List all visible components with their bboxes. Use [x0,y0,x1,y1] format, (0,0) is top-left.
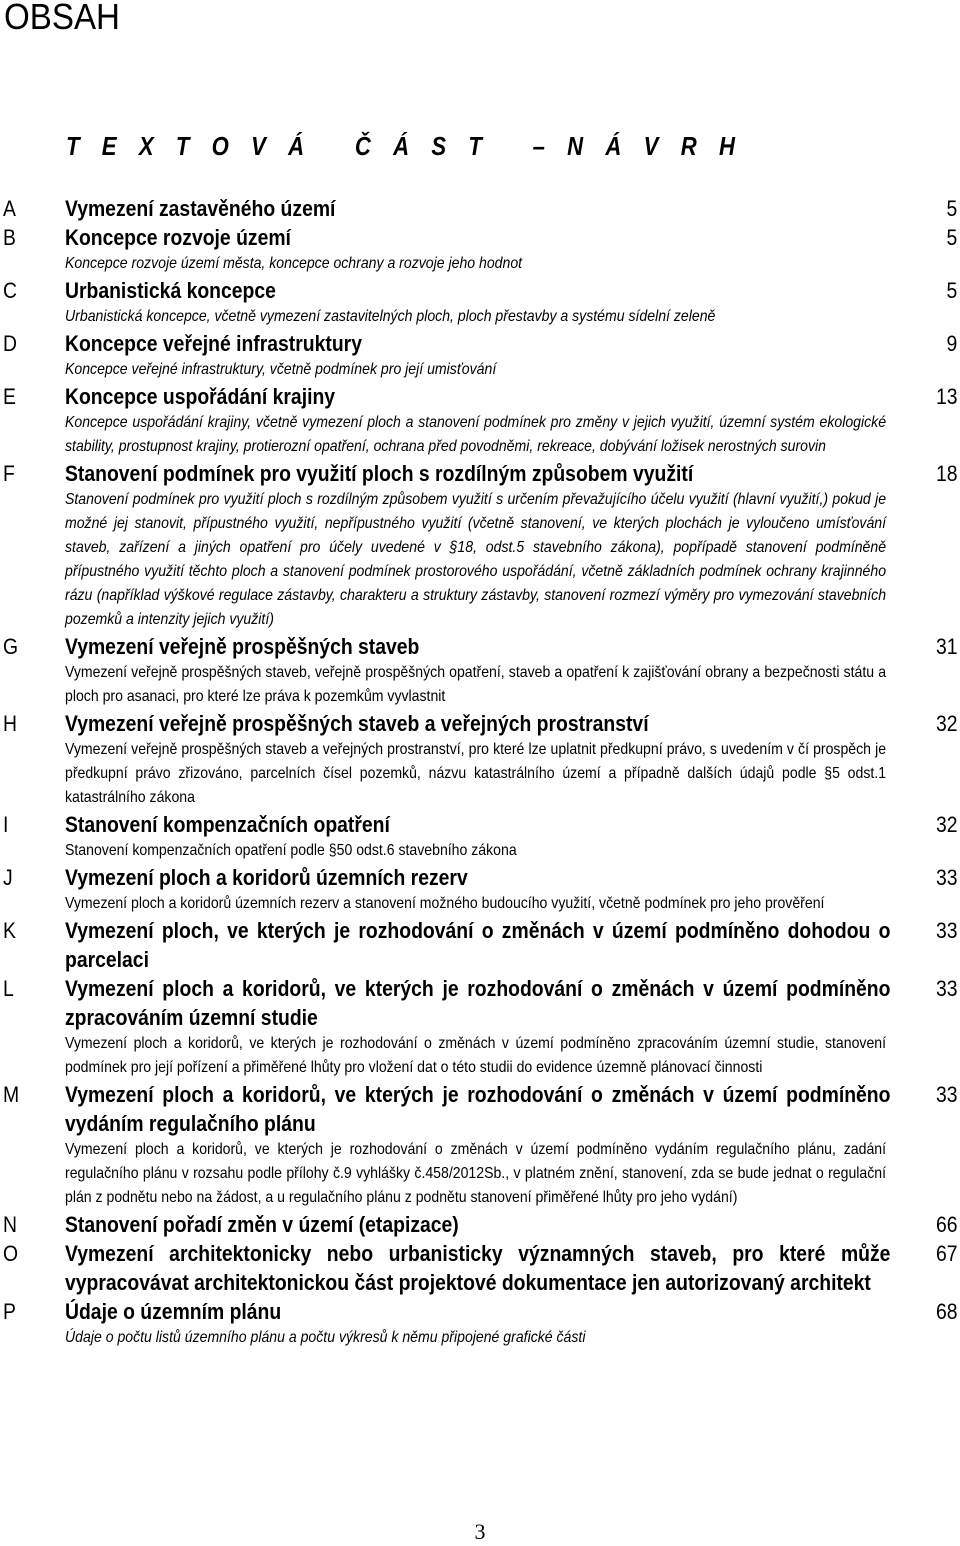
page-heading: OBSAH [4,0,120,37]
toc-letter: K [3,918,16,943]
toc-description: Stanovení kompenzačních opatření podle §50 odst.6 stavebního zákona [65,842,517,859]
toc-title: Stanovení pořadí změn v území (etapizace) [65,1212,459,1237]
toc-page-number: 32 [935,711,957,736]
toc-title: Koncepce uspořádání krajiny [65,384,336,409]
toc-page-number: 33 [935,976,957,1001]
toc-title: Vymezení veřejně prospěšných staveb a veřejných prostranství [65,711,649,736]
toc-description: Vymezení veřejně prospěšných staveb, veřejně prospěšných opatření, staveb a opatření k zajišťování obrany a bezpečnosti státu a ploch pro asanaci, pro které lze práva k pozemkům vyvlastnit [65,664,887,705]
toc-letter: P [3,1299,16,1324]
toc-page-number: 67 [935,1241,957,1266]
toc-page-number: 32 [935,812,957,837]
toc-page-number: 33 [935,918,957,943]
toc-letter: M [3,1082,20,1107]
toc-description: Urbanistická koncepce, včetně vymezení zastavitelných ploch, ploch přestavby a systému sídelní zeleně [65,308,716,325]
toc-page-number: 5 [946,225,957,250]
toc-entry-n[interactable] [0,1210,960,1239]
toc-entry-j[interactable] [0,863,960,916]
toc-entry-e[interactable] [0,382,960,459]
toc-letter: C [3,278,17,303]
toc-description: Stanovení podmínek pro využití ploch s rozdílným způsobem využití s určením převažujícího účelu využití (hlavní využití,) pokud je možné jej stanovit, přípustného využití, nepřípustného využití (včetně stanovení, ve kterých plochách je vyloučeno umísťování staveb, zařízení a jiných opatření pro účely uvedené v §18, odst.5 stavebního zákona), popřípadě stanovení podmíněně přípustného využití těchto ploch a stanovení podmínek prostorového uspořádání, včetně základních podmínek ochrany krajinného rázu (například výškové regulace zástavby, charakteru a struktury zástavby, stanovení rozmezí výměry pro vymezování stavebních pozemků a intenzity jejich využití) [65,491,887,628]
toc-letter: L [3,976,14,1001]
toc-page-number: 18 [935,461,957,486]
toc-letter: G [3,634,19,659]
toc-entry-i[interactable] [0,810,960,863]
toc-title: Vymezení ploch a koridorů územních rezerv [65,865,468,890]
toc-title: Koncepce veřejné infrastruktury [65,331,362,356]
toc-letter: E [3,384,16,409]
toc-title: Urbanistická koncepce [65,278,276,303]
toc-title: Koncepce rozvoje území [65,225,291,250]
toc-title: Vymezení ploch, ve kterých je rozhodování o změnách v území podmíněno dohodou o parcelaci [65,918,891,972]
toc-letter: D [3,331,17,356]
table-of-contents [0,194,960,1350]
section-title: T E X T O V Á Č Á S T – N Á V R H [66,131,743,161]
toc-description: Koncepce veřejné infrastruktury, včetně podmínek pro její umisťování [65,361,497,378]
toc-title: Vymezení architektonicky nebo urbanisticky významných staveb, pro které může vypracovávat architektonickou část projektové dokumentace jen autorizovaný architekt [65,1241,891,1295]
toc-letter: A [3,196,16,221]
toc-title: Stanovení kompenzačních opatření [65,812,390,837]
toc-page-number: 5 [946,278,957,303]
toc-page-number: 9 [946,331,957,356]
toc-page-number: 66 [935,1212,957,1237]
toc-page-number: 68 [935,1299,957,1324]
toc-description: Vymezení ploch a koridorů územních rezerv a stanovení možného budoucího využití, včetně podmínek pro jeho prověření [65,895,825,912]
toc-entry-d[interactable] [0,329,960,382]
toc-page-number: 13 [935,384,957,409]
toc-description: Údaje o počtu listů územního plánu a počtu výkresů k němu připojené grafické části [65,1329,586,1346]
toc-title: Údaje o územním plánu [65,1299,282,1324]
toc-letter: N [3,1212,17,1237]
toc-entry-c[interactable] [0,276,960,329]
toc-description: Koncepce rozvoje území města, koncepce ochrany a rozvoje jeho hodnot [65,255,523,272]
toc-title: Vymezení ploch a koridorů, ve kterých je rozhodování o změnách v území podmíněno vydáním regulačního plánu [65,1082,891,1136]
toc-description: Koncepce uspořádání krajiny, včetně vymezení ploch a stanovení podmínek pro změny v jejich využití, územní systém ekologické stability, prostupnost krajiny, protierozní opatření, ochrana před povodněmi, rekreace, dobývání ložisek nerostných surovin [65,414,887,455]
toc-letter: H [3,711,17,736]
toc-description: Vymezení veřejně prospěšných staveb a veřejných prostranství, pro které lze uplatnit předkupní právo, s uvedením v čí prospěch je předkupní právo zřizováno, parcelních čísel pozemků, názvu katastrálního území a případně dalších údajů podle §5 odst.1 katastrálního zákona [65,741,887,806]
toc-entry-f[interactable] [0,459,960,632]
toc-page-number: 33 [935,865,957,890]
toc-entry-h[interactable] [0,709,960,810]
toc-entry-a[interactable] [0,194,960,223]
toc-entry-g[interactable] [0,632,960,709]
toc-page-number: 31 [935,634,957,659]
toc-page-number: 33 [935,1082,957,1107]
toc-letter: F [3,461,15,486]
toc-entry-m[interactable] [0,1080,960,1210]
toc-entry-b[interactable] [0,223,960,276]
toc-letter: J [3,865,13,890]
toc-letter: I [3,812,9,837]
page-number: 3 [474,1519,486,1544]
toc-entry-l[interactable] [0,974,960,1080]
toc-entry-k[interactable] [0,916,960,974]
toc-entry-o[interactable] [0,1239,960,1297]
toc-title: Stanovení podmínek pro využití ploch s rozdílným způsobem využití [65,461,694,486]
toc-title: Vymezení zastavěného území [65,196,336,221]
toc-letter: B [3,225,16,250]
toc-entry-p[interactable] [0,1297,960,1350]
toc-title: Vymezení veřejně prospěšných staveb [65,634,420,659]
toc-description: Vymezení ploch a koridorů, ve kterých je rozhodování o změnách v území podmíněno vydáním regulačního plánu, zadání regulačního plánu v rozsahu podle přílohy č.9 vyhlášky č.458/2012Sb., v platném znění, stanovení, zda se bude jednat o regulační plán z podnětu nebo na žádost, a u regulačního plánu z podnětu stanovení přiměřené lhůty pro jeho vydání) [65,1141,887,1206]
toc-title: Vymezení ploch a koridorů, ve kterých je rozhodování o změnách v území podmíněno zpracováním územní studie [65,976,891,1030]
toc-letter: O [3,1241,19,1266]
toc-description: Vymezení ploch a koridorů, ve kterých je rozhodování o změnách v území podmíněno zpracováním územní studie, stanovení podmínek pro její pořízení a přiměřené lhůty pro vložení dat o této studii do evidence územně plánovací činnosti [65,1035,887,1076]
toc-page-number: 5 [946,196,957,221]
